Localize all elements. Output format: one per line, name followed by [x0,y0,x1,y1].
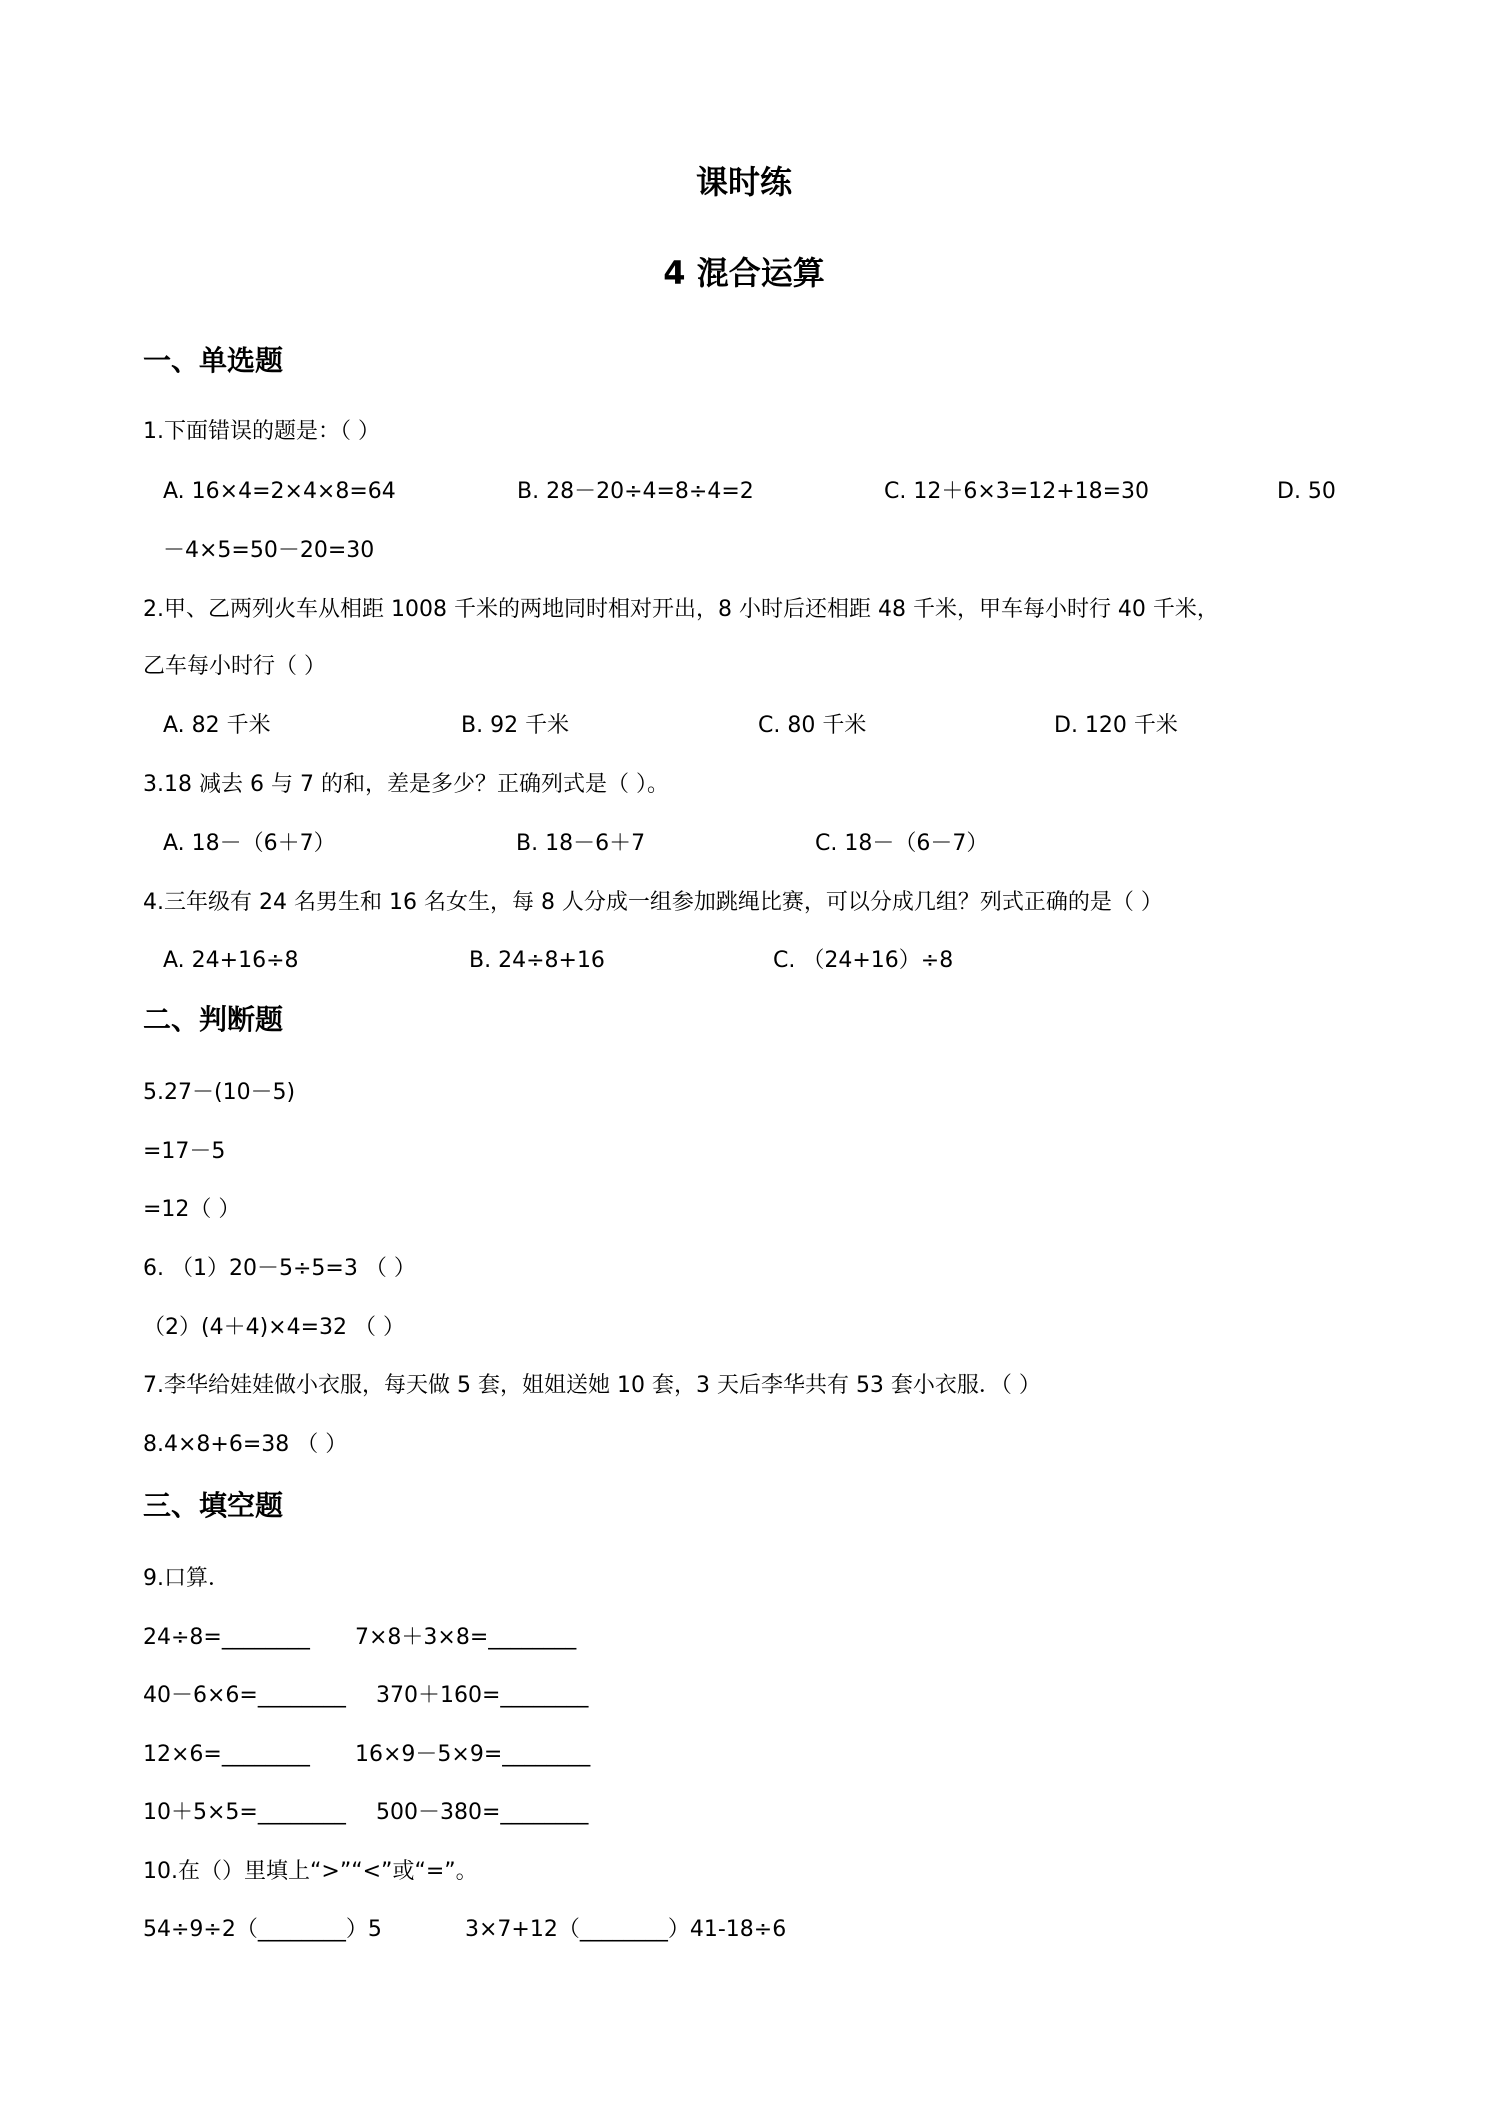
question-2-option-c: C. 80 千米 [758,713,867,738]
question-3-stem: 3.18 减去 6 与 7 的和，差是多少？正确列式是（ ）。 [143,772,669,797]
document-title: 课时练 [695,163,792,201]
question-2-option-b: B. 92 千米 [461,713,570,738]
question-1-option-d-continued: －4×5=50－20=30 [163,538,375,563]
question-10-stem: 10.在（）里填上“>”“<”或“=”。 [143,1859,478,1884]
question-9-item: 16×9－5×9=________ [355,1742,591,1767]
question-2-stem-line-1: 2.甲、乙两列火车从相距 1008 千米的两地同时相对开出，8 小时后还相距 48 千米，甲车每小时行 40 千米， [143,597,1219,622]
section-heading-true-false: 二、判断题 [143,1003,284,1036]
question-2-option-d: D. 120 千米 [1054,713,1178,738]
question-6-line-1: 6. （1）20－5÷5=3 （ ） [143,1256,416,1281]
question-1-option-a: A. 16×4=2×4×8=64 [163,479,396,504]
document-subtitle: 4 混合运算 [663,254,825,292]
question-5-line-3: =12（ ） [143,1197,241,1222]
question-1-stem: 1.下面错误的题是：（ ） [143,419,380,444]
question-9-stem: 9.口算． [143,1566,230,1591]
question-7-stem: 7.李华给娃娃做小衣服，每天做 5 套，姐姐送她 10 套，3 天后李华共有 53 套小衣服．（ ） [143,1373,1041,1398]
question-4-stem: 4.三年级有 24 名男生和 16 名女生，每 8 人分成一组参加跳绳比赛，可以分成几组？列式正确的是（ ） [143,890,1163,915]
section-heading-fill-in: 三、填空题 [143,1489,284,1522]
question-1-option-c: C. 12＋6×3=12+18=30 [884,479,1150,504]
question-10-item-b: 3×7+12（________）41-18÷6 [465,1917,787,1942]
question-9-item: 500－380=________ [376,1800,589,1825]
question-3-option-a: A. 18－（6＋7） [163,831,336,856]
question-3-option-b: B. 18－6＋7 [516,831,646,856]
question-4-option-a: A. 24+16÷8 [163,948,299,973]
question-10-item-a: 54÷9÷2（________）5 [143,1917,382,1942]
question-4-option-c: C. （24+16）÷8 [773,948,954,973]
question-1-option-d: D. 50 [1277,479,1336,504]
question-2-stem-line-2: 乙车每小时行（ ） [143,654,326,679]
question-5-line-2: =17－5 [143,1139,226,1164]
question-9-item: 12×6=________ [143,1742,310,1767]
question-9-item: 7×8＋3×8=________ [355,1625,577,1650]
question-5-line-1: 5.27－(10－5) [143,1080,296,1105]
question-1-option-b: B. 28－20÷4=8÷4=2 [517,479,754,504]
question-9-item: 370＋160=________ [376,1683,589,1708]
question-8-stem: 8.4×8+6=38 （ ） [143,1432,348,1457]
question-6-line-2: （2）(4＋4)×4=32 （ ） [143,1315,406,1340]
question-9-item: 24÷8=________ [143,1625,310,1650]
question-4-option-b: B. 24÷8+16 [469,948,605,973]
question-9-item: 40－6×6=________ [143,1683,346,1708]
question-9-item: 10＋5×5=________ [143,1800,346,1825]
question-3-option-c: C. 18－（6－7） [815,831,989,856]
section-heading-single-choice: 一、单选题 [143,344,284,377]
question-2-option-a: A. 82 千米 [163,713,271,738]
